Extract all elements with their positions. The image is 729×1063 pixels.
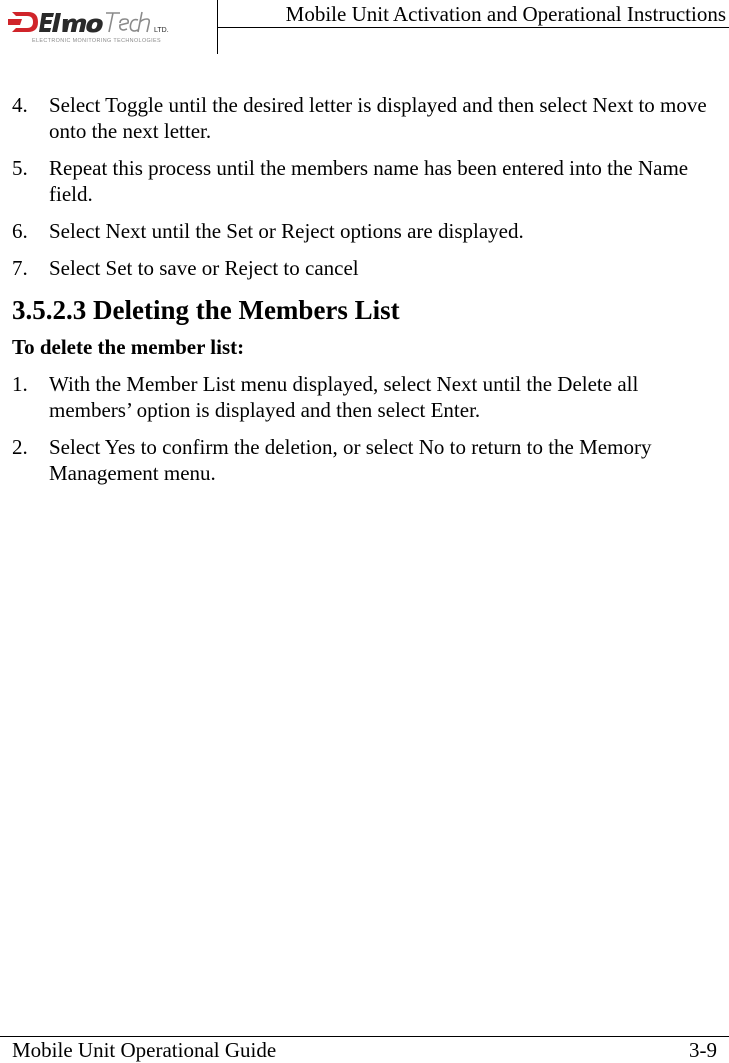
- step-text: Select Toggle until the desired letter is displayed and then select Next to move onto the next letter.: [49, 93, 707, 143]
- page-header: [0, 0, 729, 54]
- page-content: [12, 92, 722, 497]
- list-item-step-4: [12, 92, 722, 144]
- step-text: Repeat this process until the members name has been entered into the Name field.: [49, 156, 689, 206]
- logo-tagline-text: ELECTRONIC MONITORING TECHNOLOGIES: [32, 38, 162, 44]
- list-item-step-7: [12, 255, 722, 281]
- step-text: With the Member List menu displayed, select Next until the Delete all members’ option is displayed and then select Enter.: [49, 372, 639, 422]
- step-number: 7.: [12, 256, 28, 280]
- logo-ltd-text: LTD.: [154, 27, 169, 34]
- step-number: 5.: [12, 156, 28, 180]
- step-number: 1.: [12, 372, 28, 396]
- elmotech-logo: [8, 6, 212, 46]
- step-text: Select Yes to confirm the deletion, or select No to return to the Memory Management menu.: [49, 435, 652, 485]
- list-item-step-5: [12, 155, 722, 207]
- procedure-subheading: To delete the member list:: [12, 335, 245, 359]
- list-item-step-2: [12, 434, 722, 486]
- step-text: Select Set to save or Reject to cancel: [49, 256, 359, 280]
- step-number: 4.: [12, 93, 28, 117]
- logo-mark-accent-icon: [8, 19, 22, 25]
- logo-wordmark-tech-icon: [106, 12, 149, 32]
- step-number: 2.: [12, 435, 28, 459]
- footer-divider: [0, 1036, 729, 1037]
- header-title: Mobile Unit Activation and Operational Instructions: [285, 2, 726, 26]
- footer-guide-title: Mobile Unit Operational Guide: [12, 1038, 277, 1062]
- footer-page-number: 3-9: [689, 1038, 717, 1062]
- step-text: Select Next until the Set or Reject options are displayed.: [49, 219, 524, 243]
- list-item-step-6: [12, 218, 722, 244]
- list-item-step-1: [12, 371, 722, 423]
- step-number: 6.: [12, 219, 28, 243]
- logo-wordmark-icon: [39, 13, 103, 33]
- header-divider-horizontal: [217, 27, 729, 28]
- section-heading: 3.5.2.3 Deleting the Members List: [12, 295, 400, 325]
